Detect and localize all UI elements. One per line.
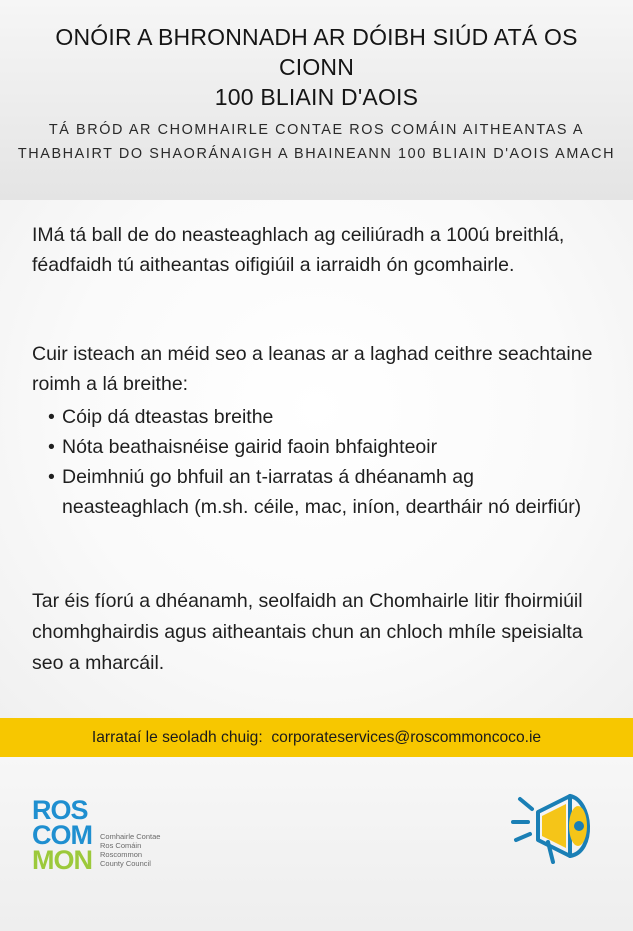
list-item-text: Cóip dá dteastas breithe	[62, 406, 274, 428]
intro-paragraph	[32, 220, 607, 280]
closing-line-3: seo a mharcáil.	[32, 652, 165, 674]
page-title	[20, 22, 613, 112]
roscommon-logo	[32, 797, 192, 882]
list-item	[48, 402, 608, 432]
list-item-text-continued: neasteaghlach (m.sh. céile, mac, iníon, deartháir nó deirfiúr)	[62, 496, 582, 518]
logo-row-1: ROS	[32, 795, 88, 825]
title-line-1: ONÓIR A BHRONNADH AR DÓIBH SIÚD ATÁ OS CIONN	[55, 24, 578, 80]
list-item-text: Nóta beathaisnéise gairid faoin bhfaighteoir	[62, 436, 438, 458]
logo-line-4: County Council	[100, 859, 151, 868]
title-line-2: 100 BLIAIN D'AOIS	[214, 84, 419, 110]
bullet-icon: •	[48, 406, 55, 428]
intro-line-1: IMá tá ball de do neasteaghlach ag ceiliúradh a 100ú breithlá,	[32, 224, 565, 246]
megaphone-icon	[508, 790, 603, 870]
contact-email-link[interactable]: corporateservices@roscommoncoco.ie	[271, 729, 542, 746]
bullet-icon: •	[48, 466, 55, 488]
list-item	[48, 432, 608, 462]
contact-label: Iarrataí le seoladh chuig:	[91, 729, 263, 746]
subtitle-line-1: TÁ BRÓD AR CHOMHAIRLE CONTAE ROS COMÁIN AITHEANTAS A	[48, 122, 585, 138]
list-item	[48, 462, 608, 522]
logo-line-2: Ros Comáin	[100, 841, 142, 850]
requirements-list	[48, 402, 608, 522]
submit-paragraph	[32, 339, 607, 399]
intro-line-2: féadfaidh tú aitheantas oifigiúil a iarraidh ón gcomhairle.	[32, 254, 515, 276]
bullet-icon: •	[48, 436, 55, 458]
contact-text	[0, 718, 633, 757]
logo-row-3: MON	[32, 845, 92, 875]
page-subtitle	[6, 118, 627, 166]
list-item-text: Deimhniú go bhfuil an t-iarratas á dhéanamh ag	[62, 466, 474, 488]
logo-line-1: Comhairle Contae	[100, 832, 161, 841]
submit-line-1: Cuir isteach an méid seo a leanas ar a laghad ceithre seachtaine	[32, 343, 593, 365]
closing-paragraph	[32, 586, 607, 679]
logo-council-name	[100, 832, 190, 868]
closing-line-2: chomhghairdis agus aitheantais chun an chloch mhíle speisialta	[32, 621, 583, 643]
closing-line-1: Tar éis fíorú a dhéanamh, seolfaidh an Chomhairle litir fhoirmiúil	[32, 590, 583, 612]
logo-row-2: COM	[32, 820, 92, 850]
subtitle-line-2: THABHAIRT DO SHAORÁNAIGH A BHAINEANN 100 BLIAIN D'AOIS AMACH	[17, 146, 616, 162]
submit-line-2: roimh a lá breithe:	[32, 373, 189, 395]
logo-line-3: Roscommon	[100, 850, 143, 859]
contact-band	[0, 718, 633, 757]
